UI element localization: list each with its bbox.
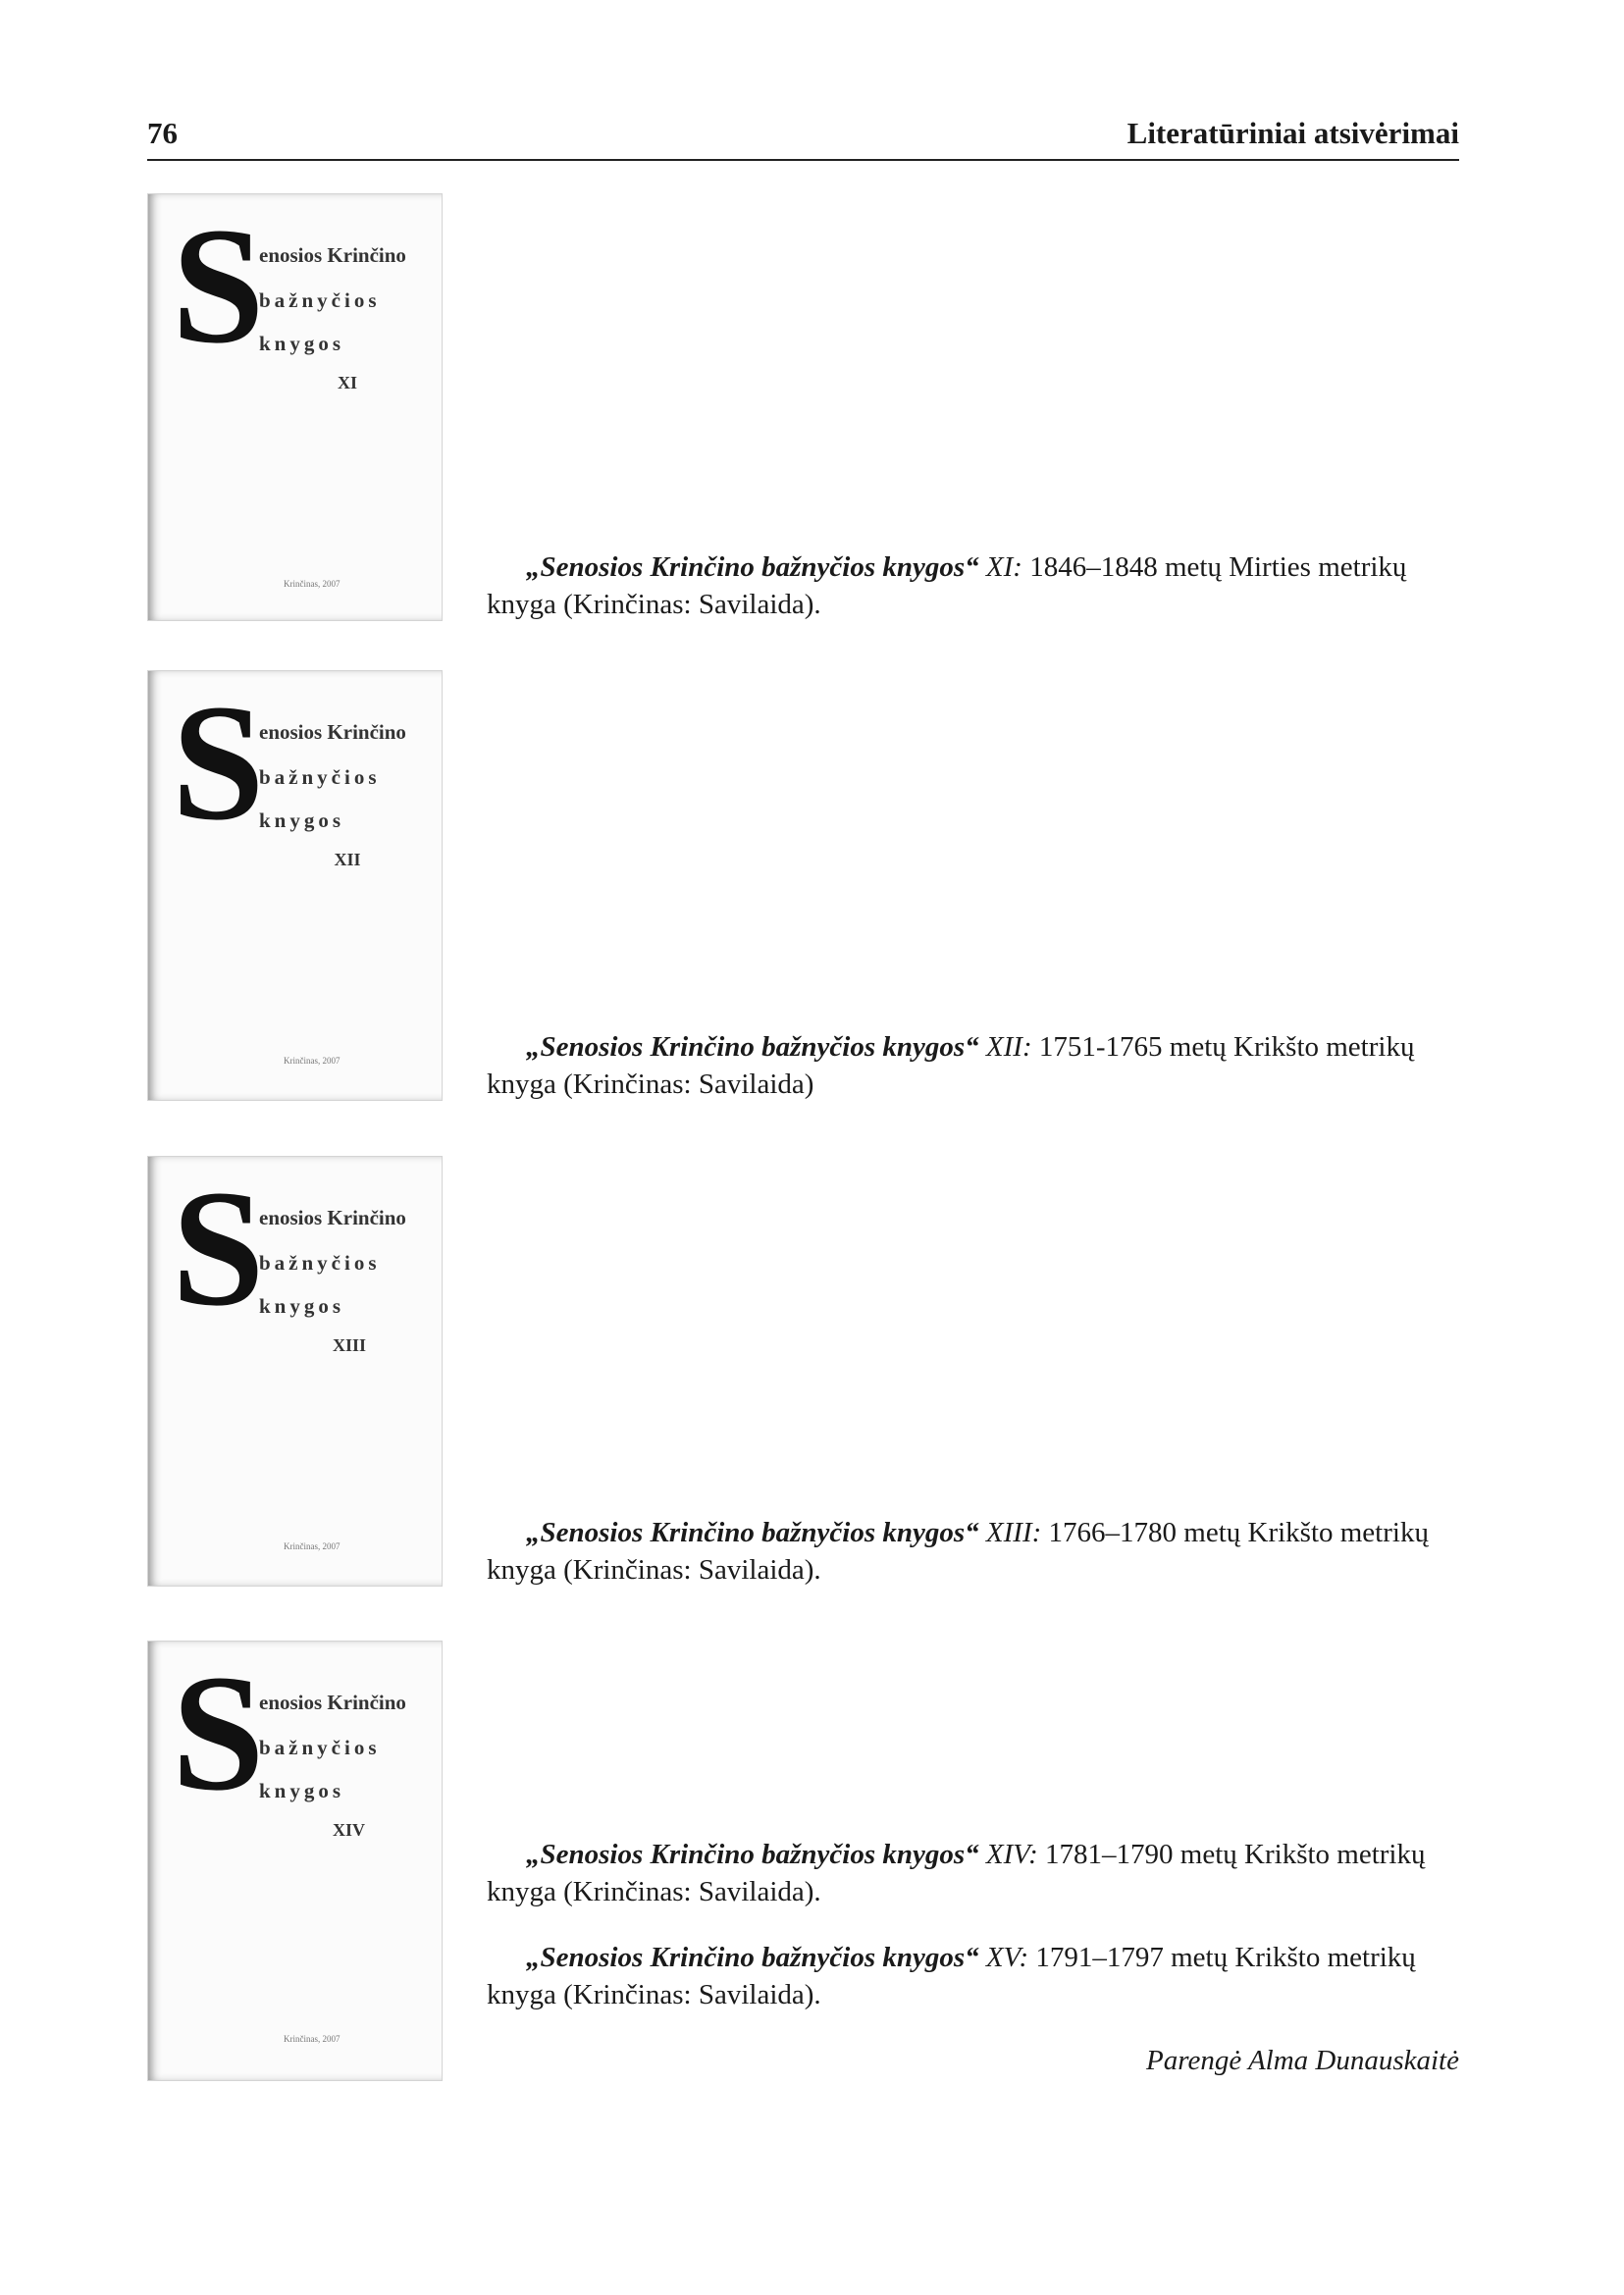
- cover-big-letter: S: [172, 670, 265, 855]
- cover-title-line-1: enosios Krinčino: [259, 1206, 406, 1229]
- caption-text-line-1: 1766–1780 metų Krikšto metrikų: [1048, 1517, 1429, 1548]
- caption-volume: XIV:: [985, 1839, 1038, 1870]
- cover-title-line-3: knygos: [259, 332, 345, 355]
- caption-text-line-2: knyga (Krinčinas: Savilaida): [487, 1069, 814, 1100]
- cover-imprint: Krinčinas, 2007: [284, 1541, 341, 1551]
- cover-imprint: Krinčinas, 2007: [284, 1056, 341, 1066]
- cover-title-line-2: bažnyčios: [259, 288, 381, 312]
- cover-title-line-1: enosios Krinčino: [259, 243, 406, 267]
- cover-big-letter: S: [172, 193, 265, 378]
- cover-title-line-1: enosios Krinčino: [259, 1691, 406, 1714]
- cover-title-line-3: knygos: [259, 1779, 345, 1802]
- cover-title-line-1: enosios Krinčino: [259, 720, 406, 744]
- caption-title: „Senosios Krinčino bažnyčios knygos“: [526, 1942, 979, 1973]
- caption-volume: XII:: [985, 1031, 1032, 1063]
- caption-title: „Senosios Krinčino bažnyčios knygos“: [526, 1839, 979, 1870]
- cover-volume: XII: [334, 850, 361, 869]
- caption-title: „Senosios Krinčino bažnyčios knygos“: [526, 1517, 979, 1548]
- caption-text-line-1: 1781–1790 metų Krikšto metrikų: [1045, 1839, 1426, 1870]
- caption-xi: [487, 548, 1458, 623]
- cover-title-line-2: bažnyčios: [259, 1251, 381, 1275]
- caption-title: „Senosios Krinčino bažnyčios knygos“: [526, 1031, 979, 1063]
- cover-volume: XIV: [333, 1820, 366, 1840]
- caption-xii: [487, 1028, 1458, 1103]
- cover-big-letter: S: [172, 1156, 265, 1340]
- running-head: Literatūriniai atsivėrimai: [1126, 116, 1459, 150]
- caption-xv: [487, 1939, 1458, 2013]
- cover-imprint: Krinčinas, 2007: [284, 2034, 341, 2044]
- credit-line: Parengė Alma Dunauskaitė: [1146, 2045, 1459, 2076]
- caption-xiv: [487, 1836, 1458, 1910]
- book-cover-xii: [147, 670, 443, 1101]
- caption-title: „Senosios Krinčino bažnyčios knygos“: [526, 551, 979, 583]
- cover-title-line-2: bažnyčios: [259, 1736, 381, 1759]
- cover-title-line-3: knygos: [259, 1294, 345, 1318]
- book-cover-xi: [147, 193, 443, 621]
- cover-title-line-2: bažnyčios: [259, 765, 381, 789]
- caption-xiii: [487, 1514, 1458, 1589]
- caption-text-line-1: 1751-1765 metų Krikšto metrikų: [1038, 1031, 1415, 1063]
- caption-volume: XV:: [985, 1942, 1029, 1973]
- caption-text-line-2: knyga (Krinčinas: Savilaida).: [487, 1554, 821, 1586]
- caption-text-line-2: knyga (Krinčinas: Savilaida).: [487, 1979, 821, 2010]
- book-cover-xiv: [147, 1641, 443, 2081]
- caption-text-line-1: 1846–1848 metų Mirties metrikų: [1029, 551, 1407, 583]
- caption-volume: XI:: [985, 551, 1022, 583]
- cover-volume: XIII: [333, 1335, 367, 1355]
- caption-text-line-1: 1791–1797 metų Krikšto metrikų: [1035, 1942, 1416, 1973]
- caption-text-line-2: knyga (Krinčinas: Savilaida).: [487, 1876, 821, 1907]
- caption-text-line-2: knyga (Krinčinas: Savilaida).: [487, 589, 821, 620]
- book-cover-xiii: [147, 1156, 443, 1587]
- cover-big-letter: S: [172, 1641, 265, 1825]
- page-header: [147, 116, 1459, 161]
- page-number: 76: [147, 116, 178, 150]
- cover-volume: XI: [337, 373, 357, 392]
- cover-imprint: Krinčinas, 2007: [284, 579, 341, 589]
- caption-volume: XIII:: [985, 1517, 1042, 1548]
- cover-title-line-3: knygos: [259, 808, 345, 832]
